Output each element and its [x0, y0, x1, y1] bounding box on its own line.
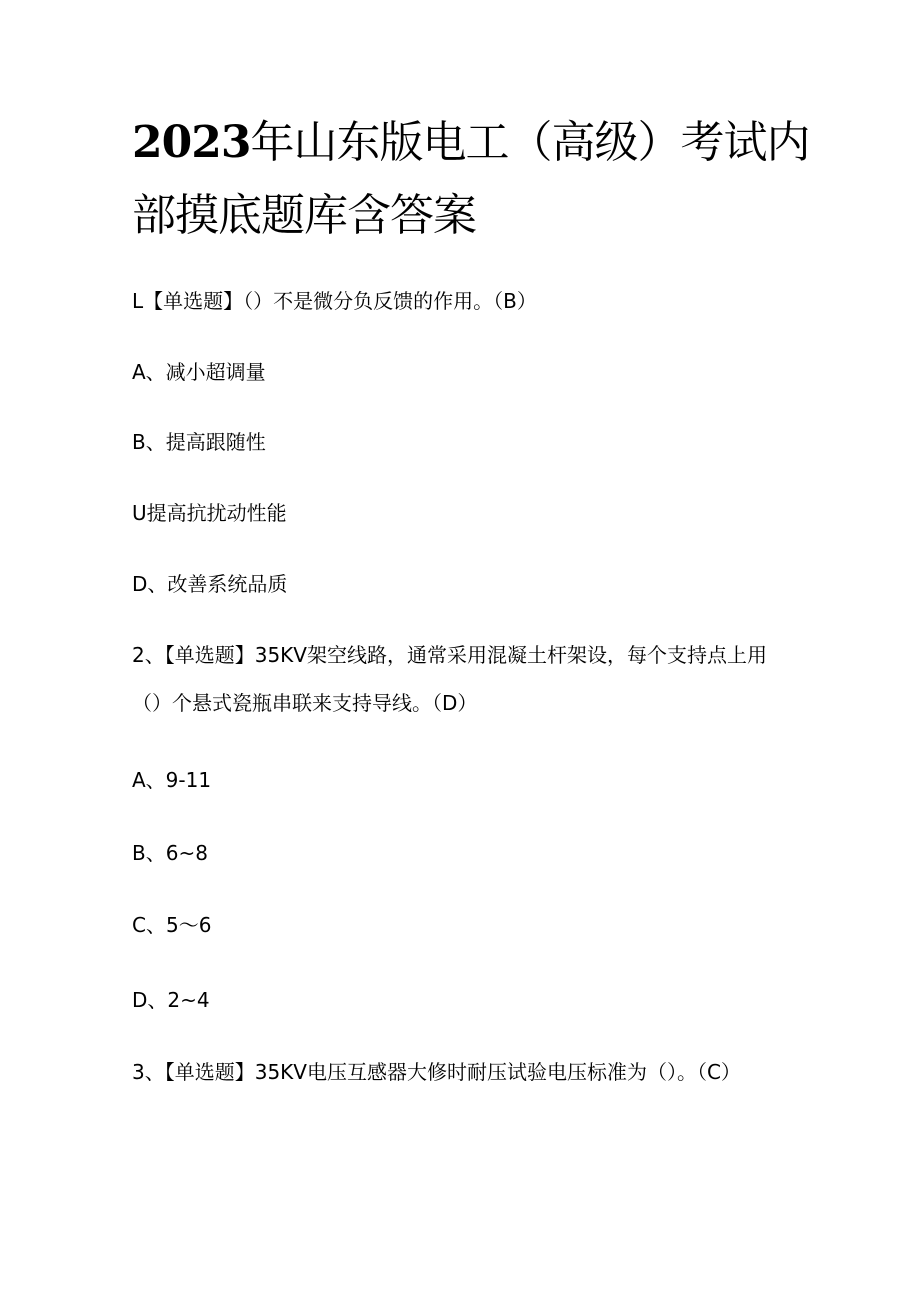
question-1-option-c: U提高抗扰动性能 [132, 501, 287, 525]
question-1-option-b: B、提高跟随性 [132, 430, 266, 454]
question-2-option-c: C、5〜6 [132, 913, 212, 937]
title-year: 2023 [132, 117, 251, 168]
document-title-line-2: 部摸底题库含答案 [132, 190, 476, 241]
question-2-stem-line-2: （）个悬式瓷瓶串联来支持导线。（D） [132, 691, 478, 715]
document-title-line-1 [132, 117, 810, 168]
question-1-option-d: D、改善系统品质 [132, 572, 288, 596]
title-text: 年山东版电工（高级）考试内 [250, 117, 810, 168]
question-1-option-a: A、减小超调量 [132, 360, 266, 384]
question-2-option-d: D、2~4 [132, 988, 210, 1012]
question-3-stem: 3、【单选题】35KV电压互感器大修时耐压试验电压标准为（）。（C） [132, 1060, 741, 1084]
question-2-stem-line-1: 2、【单选题】35KV架空线路，通常采用混凝土杆架设，每个支持点上用 [132, 643, 767, 667]
question-1-stem: L【单选题】（）不是微分负反馈的作用。（B） [132, 289, 537, 313]
question-2-option-a: A、9-11 [132, 768, 212, 792]
question-2-option-b: B、6~8 [132, 841, 208, 865]
